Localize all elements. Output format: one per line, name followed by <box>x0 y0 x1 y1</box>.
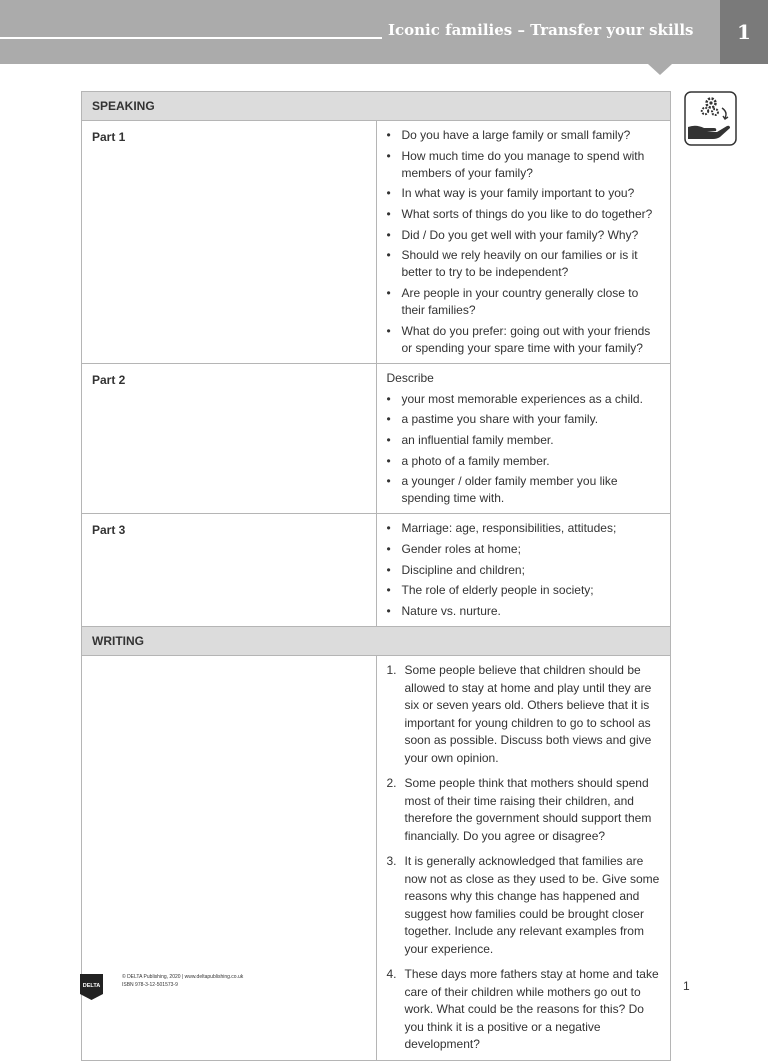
list-item: • a photo of a family member. <box>386 453 550 468</box>
speaking-header-row <box>82 92 671 121</box>
list-item: 3. It is generally acknowledged that families are now not as close as they used to be. Give some reasons why this change has happened and suggest how families could be brought closer together. Include any relevant examples from your experience. <box>386 854 660 956</box>
part1-list <box>387 127 661 357</box>
part1-row <box>82 121 671 364</box>
part2-list <box>387 391 661 508</box>
header-title: Iconic families – Transfer your skills <box>388 21 694 39</box>
delta-logo-text: DELTA <box>82 983 101 989</box>
part1-content <box>376 121 671 364</box>
part3-row <box>82 514 671 627</box>
copyright-text: © DELTA Publishing, 2020 | www.deltapublishing.co.uk <box>122 974 244 980</box>
list-item: • your most memorable experiences as a child. <box>386 391 643 406</box>
task-table <box>81 91 671 1061</box>
list-item: • What do you prefer: going out with your friends or spending your spare time with your family? <box>386 323 651 355</box>
header-notch <box>648 64 672 75</box>
list-item: 2. Some people think that mothers should spend most of their time raising their children, and therefore the government should support them financially. Do you agree or disagree? <box>386 776 652 843</box>
isbn-text: ISBN 978-3-12-501573-9 <box>122 982 178 988</box>
list-item: • Did / Do you get well with your family? Why? <box>386 227 639 242</box>
list-item: • Should we rely heavily on our families or is it better to try to be independent? <box>386 248 638 280</box>
part2-row <box>82 363 671 513</box>
list-item: • Nature vs. nurture. <box>386 604 501 618</box>
list-item: • a younger / older family member you like spending time with. <box>386 474 618 506</box>
part3-label: Part 3 <box>82 514 377 627</box>
speaking-heading: SPEAKING <box>82 92 671 121</box>
part3-list <box>387 520 661 620</box>
writing-row <box>82 656 671 1061</box>
header-rule <box>0 37 382 39</box>
list-item: • What sorts of things do you like to do together? <box>386 207 653 222</box>
part3-content <box>376 514 671 627</box>
unit-number: 1 <box>720 0 768 64</box>
part2-content <box>376 363 671 513</box>
list-item: • Do you have a large family or small family? <box>386 128 631 142</box>
part1-label: Part 1 <box>82 121 377 364</box>
list-item: 1. Some people believe that children should be allowed to stay at home and play until they are six or seven years old. Others believe that it is important for young children to go to school as soon as possible. Discuss both views and give your own opinion. <box>386 663 652 765</box>
writing-heading: WRITING <box>82 627 671 656</box>
writing-header-row <box>82 627 671 656</box>
delta-logo <box>80 974 103 1000</box>
list-item: • In what way is your family important to you? <box>386 186 635 201</box>
hand-with-gears-icon <box>684 91 737 146</box>
list-item: • a pastime you share with your family. <box>386 412 599 427</box>
list-item: • an influential family member. <box>386 432 554 447</box>
page-number: 1 <box>683 979 690 993</box>
page-header <box>0 0 768 64</box>
list-item: • Discipline and children; <box>386 562 525 577</box>
list-item: 4. These days more fathers stay at home and take care of their children while mothers go out to work. What could be the reasons for this? Do you think it is a positive or a negative development? <box>386 967 659 1051</box>
list-item: • How much time do you manage to spend with members of your family? <box>386 148 645 180</box>
part2-intro: Describe <box>386 370 434 385</box>
list-item: • Gender roles at home; <box>386 541 521 556</box>
writing-content <box>376 656 671 1061</box>
footer-info <box>122 973 243 989</box>
writing-list <box>387 662 661 1054</box>
list-item: • The role of elderly people in society; <box>386 583 594 598</box>
list-item: • Are people in your country generally close to their families? <box>386 286 639 318</box>
writing-label-cell <box>82 656 377 1061</box>
part2-label: Part 2 <box>82 363 377 513</box>
list-item: • Marriage: age, responsibilities, attitudes; <box>386 521 617 536</box>
